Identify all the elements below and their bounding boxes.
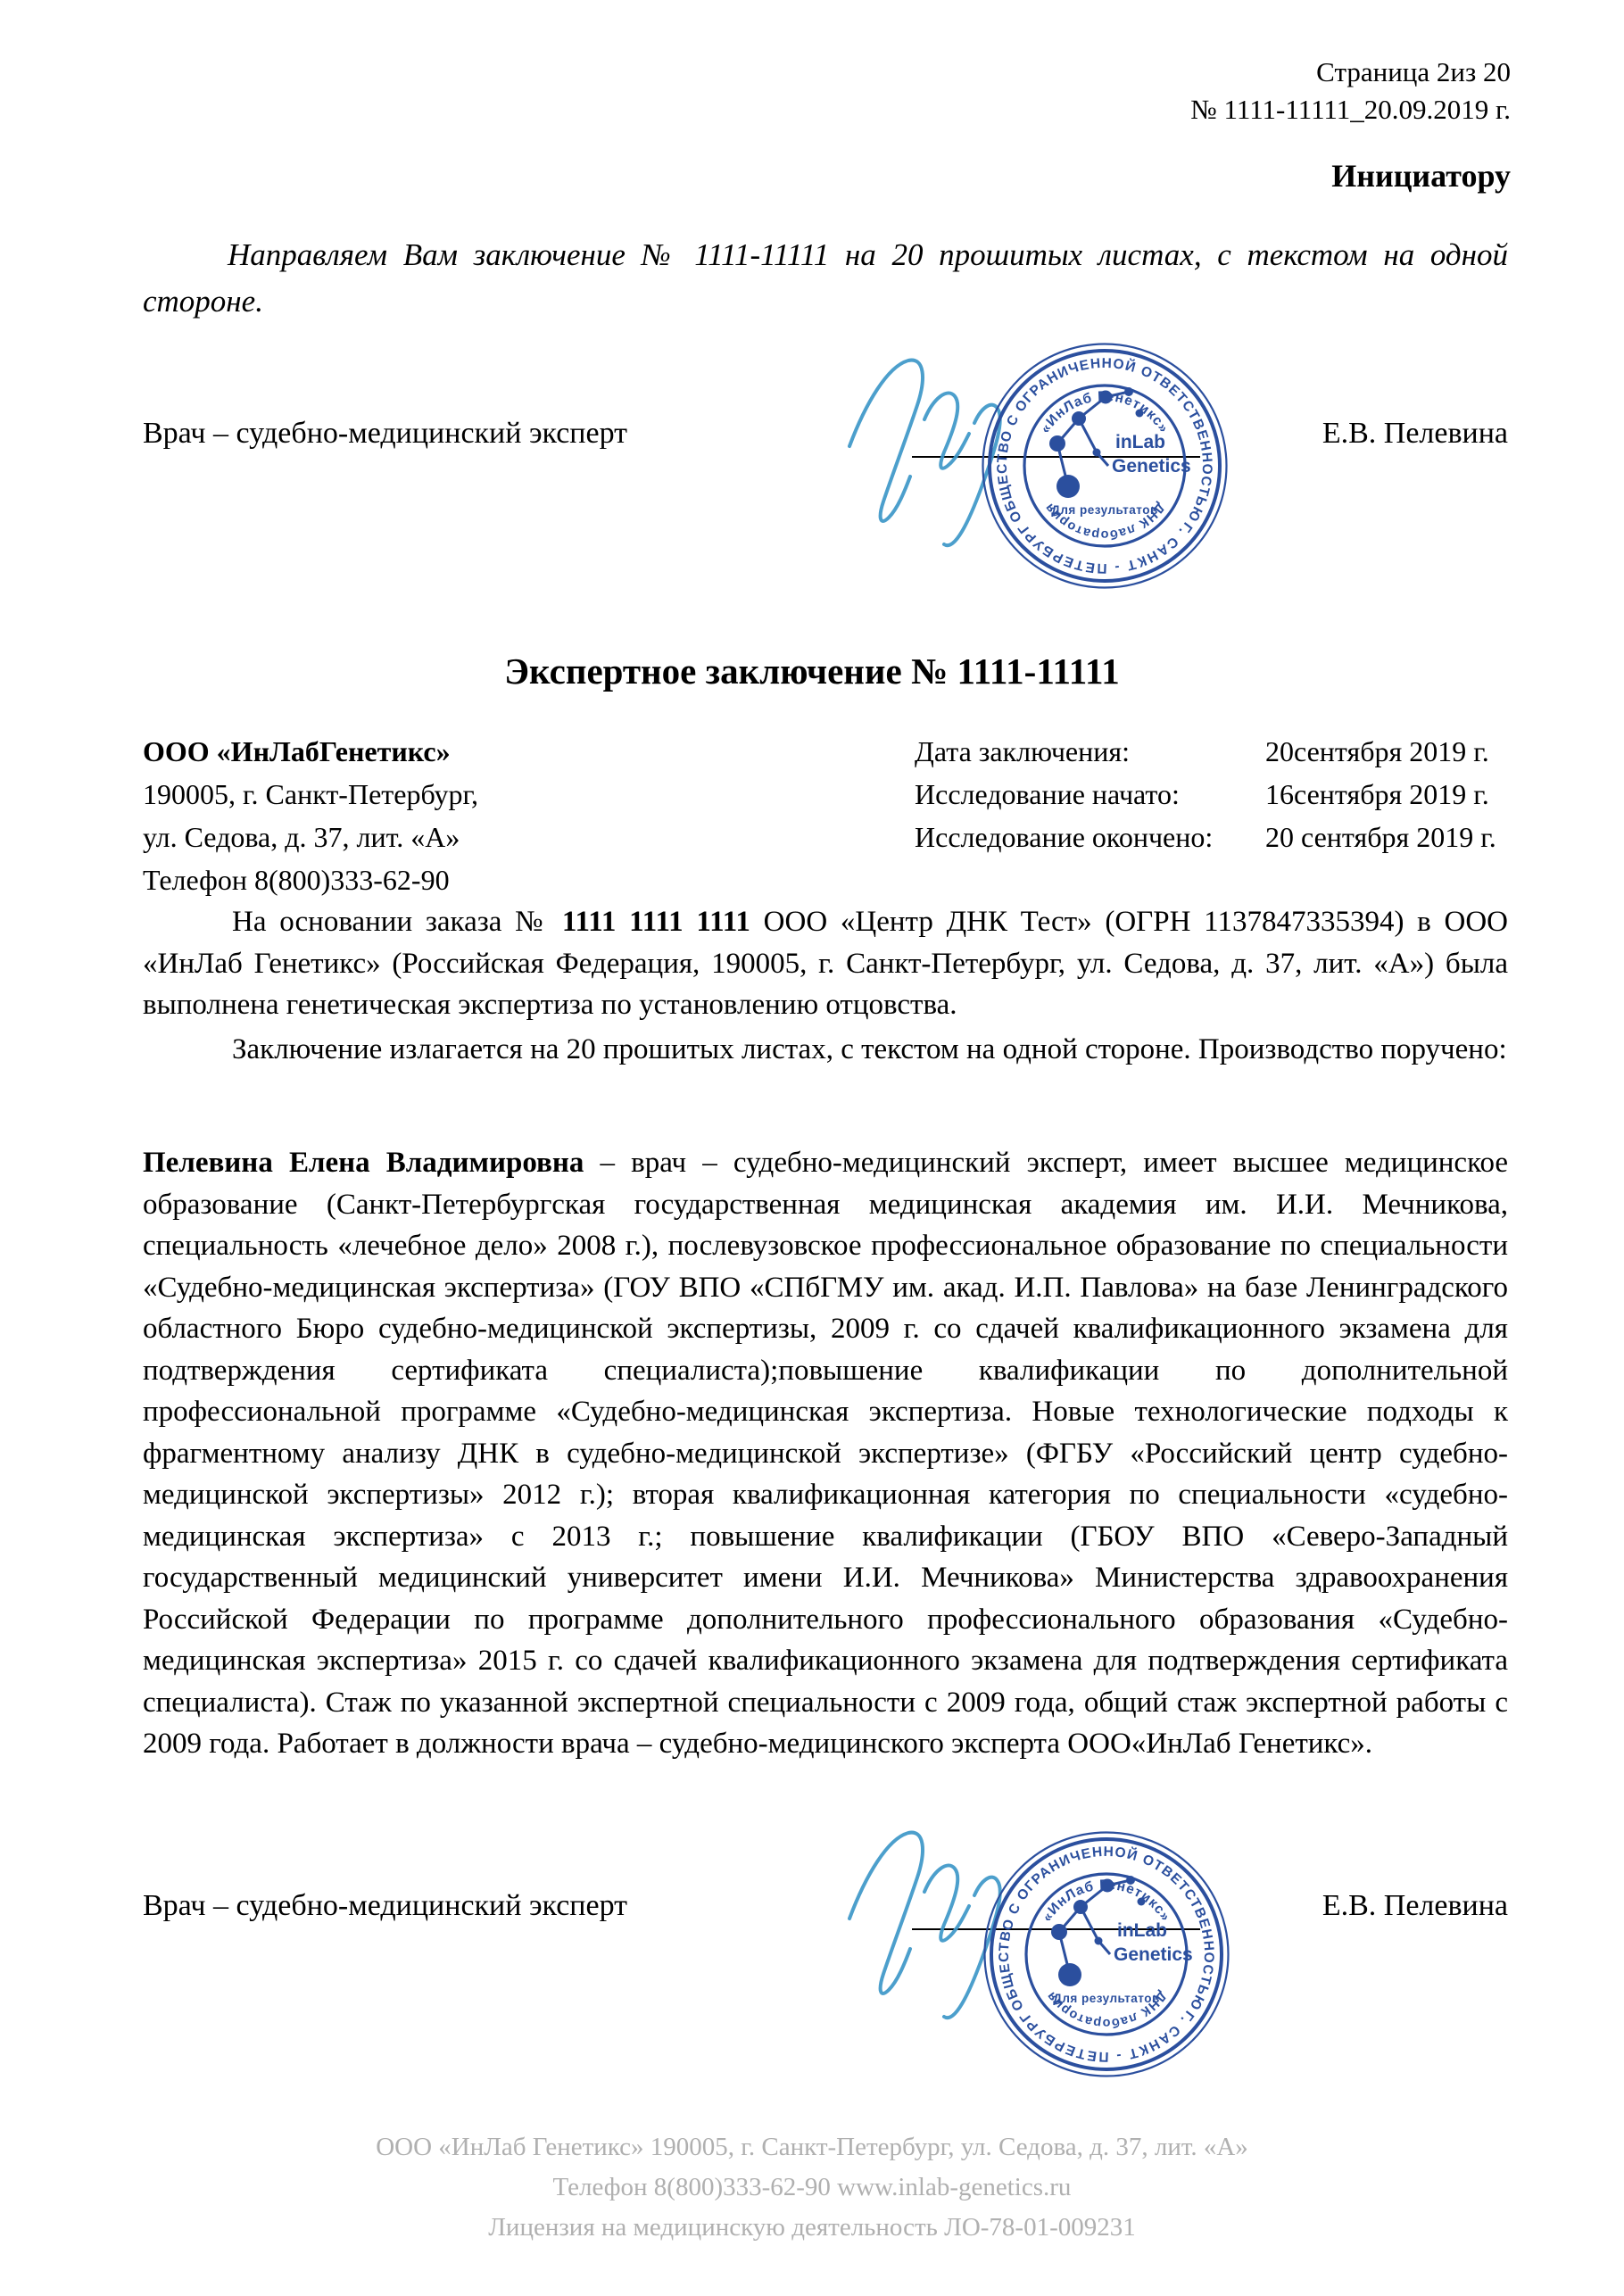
intro-paragraph: Направляем Вам заключение № 1111-11111 на 20 прошитых листах, с текстом на одной стороне. bbox=[143, 237, 1508, 319]
paragraph-order-basis bbox=[143, 901, 1508, 1026]
date-started-value: 16сентября 2019 г. bbox=[1265, 778, 1489, 810]
org-address-1: 190005, г. Санкт-Петербург, bbox=[143, 778, 479, 810]
org-address-2: ул. Седова, д. 37, лит. «А» bbox=[143, 821, 460, 853]
order-basis-post: ООО «Центр ДНК Тест» (ОГРН 1137847335394) в ООО «ИнЛаб Генетикс» (Российская Федерация, 190005, г. Санкт-Петербург, ул. Седова, д. 37, лит. «А») была выполнена генетическая экспертиза по установлению отцовства. bbox=[143, 906, 1508, 1021]
date-started-label: Исследование начато: bbox=[915, 778, 1180, 810]
footer-license: Лицензия на медицинскую деятельность ЛО-78-01-009231 bbox=[488, 2213, 1136, 2242]
date-conclusion-value: 20сентября 2019 г. bbox=[1265, 735, 1489, 767]
paragraph-expert-bio bbox=[143, 1142, 1508, 1765]
org-phone: Телефон 8(800)333-62-90 bbox=[143, 864, 450, 896]
expert-name: Пелевина Елена Владимировна bbox=[143, 1147, 584, 1179]
addressee-label: Инициатору bbox=[1331, 158, 1511, 194]
signer-name: Е.В. Пелевина bbox=[1322, 1889, 1508, 1922]
page-title: Экспертное заключение № 1111-11111 bbox=[504, 651, 1120, 692]
signature-block-1 bbox=[143, 417, 1508, 488]
page-number: Страница 2из 20 bbox=[1316, 56, 1511, 87]
company-seal bbox=[975, 336, 1234, 595]
doc-number: № 1111-11111_20.09.2019 г. bbox=[1190, 94, 1511, 125]
page-footer bbox=[0, 2127, 1624, 2248]
org-and-dates-block bbox=[143, 735, 1508, 914]
expert-bio-text: – врач – судебно-медицинский эксперт, имеет высшее медицинское образование (Санкт-Петербургская государственная медицинская академия им. И.И. Мечникова, специальность «лечебное дело» 2008 г.), послевузовское профессиональное образование по специальности «Судебно-медицинская экспертиза» (ГОУ ВПО «СПбГМУ им. акад. И.П. Павлова» на базе Ленинградского областного Бюро судебно-медицинской экспертизы, 2009 г. со сдачей квалификационного экзамена для подтверждения сертификата специалиста);повышение квалификации по дополнительной профессиональной программе «Судебно-медицинская экспертиза. Новые технологические подходы к фрагментному анализу ДНК в судебно-медицинской экспертизе» (ФГБУ «Российский центр судебно-медицинской экспертизы» 2012 г.); вторая квалификационная категория по специальности «судебно-медицинская экспертиза» с 2013 г.; повышение квалификации (ГБОУ ВПО «Северо-Западный государственный медицинский университет имени И.И. Мечникова» Министерства здравоохранения Российской Федерации по программе дополнительного профессионального образования «Судебно-медицинская экспертиза» 2015 г. со сдачей квалификационного экзамена для подтверждения сертификата специалиста). Стаж по указанной экспертной специальности с 2009 года, общий стаж экспертной работы с 2009 года. Работает в должности врача – судебно-медицинского эксперта ООО«ИнЛаб Генетикс». bbox=[143, 1147, 1508, 1760]
footer-phone-site: Телефон 8(800)333-62-90 www.inlab-genetics.ru bbox=[552, 2173, 1072, 2201]
signature-block-2 bbox=[143, 1889, 1508, 1960]
signer-role-label: Врач – судебно-медицинский эксперт bbox=[143, 1889, 628, 1922]
order-basis-pre: На основании заказа № bbox=[232, 906, 562, 938]
page-header-block bbox=[1190, 54, 1511, 128]
date-finished-value: 20 сентября 2019 г. bbox=[1265, 821, 1496, 853]
org-name: ООО «ИнЛабГенетикс» bbox=[143, 735, 451, 767]
signer-name: Е.В. Пелевина bbox=[1322, 417, 1508, 450]
paragraph-sheets: Заключение излагается на 20 прошитых листах, с текстом на одной стороне. Производство поручено: bbox=[232, 1033, 1507, 1065]
order-number: 1111 1111 1111 bbox=[561, 906, 750, 938]
signer-role-label: Врач – судебно-медицинский эксперт bbox=[143, 417, 628, 450]
company-seal bbox=[977, 1825, 1236, 2084]
date-finished-label: Исследование окончено: bbox=[915, 821, 1214, 853]
footer-address: ООО «ИнЛаб Генетикс» 190005, г. Санкт-Петербург, ул. Седова, д. 37, лит. «А» bbox=[376, 2133, 1248, 2161]
date-conclusion-label: Дата заключения: bbox=[915, 735, 1130, 767]
